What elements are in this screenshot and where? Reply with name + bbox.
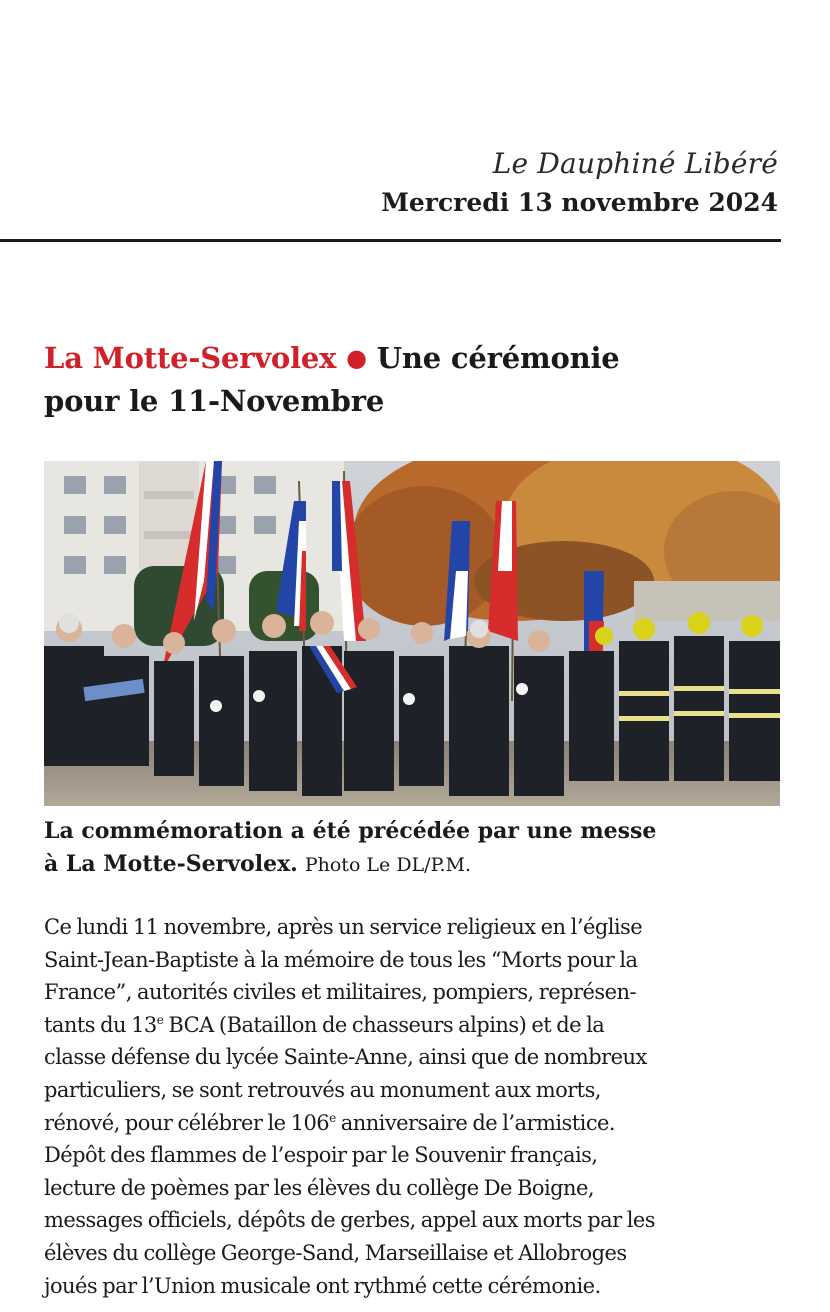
headline-title-part2: pour le 11-Novembre (44, 384, 385, 418)
body-text-fragment: BCA (Bataillon de chasseurs alpins) et de la (163, 1012, 605, 1037)
header-divider (0, 239, 781, 242)
body-line: élèves du collège George-Sand, Marseillaise et Allobroges (44, 1240, 627, 1265)
ordinal-superscript: e (156, 1012, 164, 1027)
newspaper-name: Le Dauphiné Libéré (492, 147, 778, 180)
masthead (381, 146, 778, 220)
body-line: particuliers, se sont retrouvés au monument aux morts, (44, 1077, 601, 1102)
caption-line-2: à La Motte-Servolex. (44, 851, 298, 877)
body-line: Ce lundi 11 novembre, après un service religieux en l’église (44, 915, 643, 939)
article-body (44, 911, 782, 1302)
body-line: messages officiels, dépôts de gerbes, appel aux morts par les (44, 1208, 656, 1233)
body-line: lecture de poèmes par les élèves du collège De Boigne, (44, 1175, 595, 1200)
body-line: joués par l’Union musicale ont rythmé cette cérémonie. (44, 1273, 601, 1298)
photo-credit: Photo Le DL/P.M. (304, 854, 472, 876)
article-headline (44, 336, 784, 423)
body-line: France”, autorités civiles et militaires, pompiers, représen- (44, 980, 637, 1005)
caption-line-1: La commémoration a été précédée par une messe (44, 818, 657, 844)
headline-locality: La Motte-Servolex (44, 341, 337, 375)
ceremony-photo-illustration (44, 461, 780, 806)
body-line: Saint-Jean-Baptiste à la mémoire de tous les “Morts pour la (44, 947, 638, 972)
headline-title-part1: Une cérémonie (376, 341, 620, 375)
body-line: classe défense du lycée Sainte-Anne, ainsi que de nombreux (44, 1045, 647, 1070)
body-line (44, 1107, 782, 1140)
body-line (44, 1009, 782, 1042)
body-line: Dépôt des flammes de l’espoir par le Souvenir français, (44, 1143, 598, 1168)
ordinal-superscript: e (329, 1110, 336, 1125)
body-text-fragment: rénové, pour célébrer le 106 (44, 1110, 330, 1135)
photo-caption (44, 815, 784, 881)
headline-bullet: ● (346, 343, 367, 372)
article-photo (44, 461, 780, 806)
publication-date: Mercredi 13 novembre 2024 (381, 188, 778, 217)
body-text-fragment: tants du 13 (44, 1012, 157, 1037)
body-text-fragment: anniversaire de l’armistice. (335, 1110, 616, 1135)
